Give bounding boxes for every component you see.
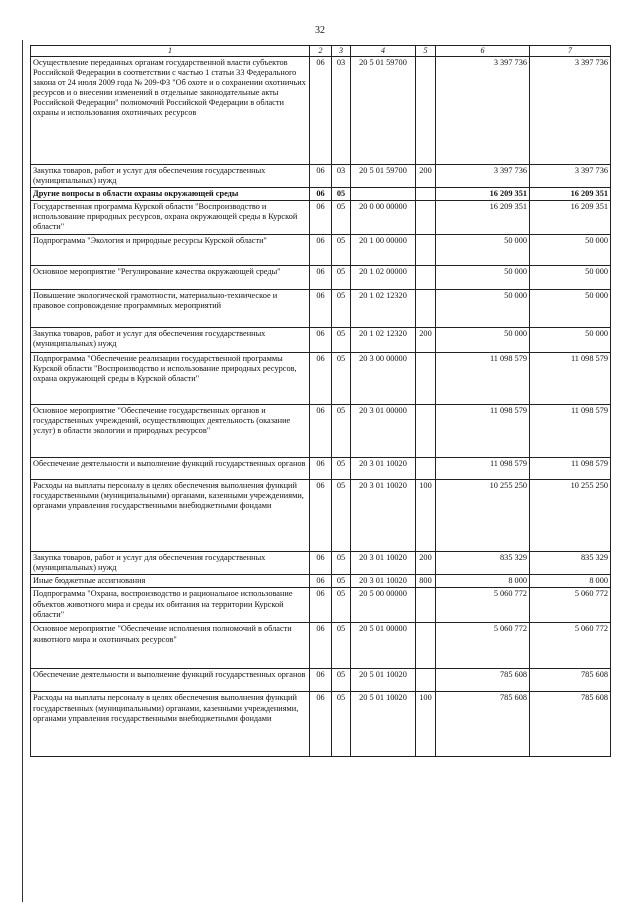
cell-name: Расходы на выплаты персоналу в целях обеспечения выполнения функций государственных (муниципальными) органами, казенными учреждениями, органами управления государственными внебюджетными фондами — [31, 692, 310, 757]
column-number-header — [31, 46, 611, 57]
table-row — [31, 235, 611, 266]
cell-subsection: 05 — [332, 290, 351, 328]
cell-section: 06 — [310, 692, 332, 757]
cell-amount: 785 608 — [436, 692, 530, 757]
cell-subsection: 05 — [332, 405, 351, 458]
cell-amount: 50 000 — [436, 328, 530, 353]
cell-target-article: 20 5 01 10020 — [351, 692, 416, 757]
cell-target-article: 20 1 02 00000 — [351, 266, 416, 290]
cell-amount: 50 000 — [436, 235, 530, 266]
cell-expense-type — [416, 235, 436, 266]
cell-subsection: 05 — [332, 588, 351, 623]
cell-amount-total: 785 608 — [530, 669, 611, 692]
cell-amount: 50 000 — [436, 290, 530, 328]
cell-target-article: 20 0 00 00000 — [351, 201, 416, 235]
cell-amount-total: 5 060 772 — [530, 623, 611, 669]
cell-name: Подпрограмма "Обеспечение реализации государственной программы Курской области "Воспроизводство и использование природных ресурсов, охрана окружающей среды в Курской области" — [31, 353, 310, 405]
cell-expense-type — [416, 56, 436, 164]
cell-subsection: 05 — [332, 235, 351, 266]
cell-section: 06 — [310, 328, 332, 353]
table-row — [31, 575, 611, 588]
cell-amount: 3 397 736 — [436, 164, 530, 187]
cell-target-article: 20 1 02 12320 — [351, 328, 416, 353]
cell-expense-type: 800 — [416, 575, 436, 588]
table-row — [31, 353, 611, 405]
cell-target-article: 20 5 01 59700 — [351, 164, 416, 187]
cell-subsection: 05 — [332, 201, 351, 235]
table-row — [31, 623, 611, 669]
cell-section: 06 — [310, 164, 332, 187]
cell-amount-total: 11 098 579 — [530, 353, 611, 405]
table-row — [31, 187, 611, 200]
cell-section: 06 — [310, 458, 332, 480]
cell-section: 06 — [310, 235, 332, 266]
cell-section: 06 — [310, 669, 332, 692]
cell-target-article: 20 3 01 10020 — [351, 480, 416, 552]
cell-amount-total: 50 000 — [530, 235, 611, 266]
cell-amount-total: 50 000 — [530, 266, 611, 290]
cell-target-article: 20 3 00 00000 — [351, 353, 416, 405]
cell-expense-type: 100 — [416, 480, 436, 552]
cell-name: Подпрограмма "Экология и природные ресурсы Курской области" — [31, 235, 310, 266]
header-cell-2: 2 — [310, 46, 332, 57]
binding-margin-line — [22, 40, 23, 902]
cell-target-article: 20 3 01 10020 — [351, 458, 416, 480]
cell-amount-total: 5 060 772 — [530, 588, 611, 623]
cell-amount: 835 329 — [436, 552, 530, 575]
cell-expense-type — [416, 266, 436, 290]
cell-target-article — [351, 187, 416, 200]
table-row — [31, 201, 611, 235]
budget-table — [30, 45, 611, 757]
cell-expense-type: 200 — [416, 164, 436, 187]
cell-expense-type — [416, 353, 436, 405]
cell-expense-type — [416, 458, 436, 480]
cell-subsection: 05 — [332, 328, 351, 353]
header-cell-6: 6 — [436, 46, 530, 57]
cell-expense-type: 200 — [416, 552, 436, 575]
cell-amount: 5 060 772 — [436, 588, 530, 623]
page-number: 32 — [315, 25, 325, 36]
cell-target-article: 20 1 02 12320 — [351, 290, 416, 328]
cell-amount-total: 16 209 351 — [530, 201, 611, 235]
header-cell-5: 5 — [416, 46, 436, 57]
cell-subsection: 03 — [332, 56, 351, 164]
table-row — [31, 588, 611, 623]
cell-name: Другие вопросы в области охраны окружающей среды — [31, 187, 310, 200]
cell-name: Основное мероприятие "Регулирование качества окружающей среды" — [31, 266, 310, 290]
cell-subsection: 05 — [332, 266, 351, 290]
cell-amount: 11 098 579 — [436, 458, 530, 480]
cell-expense-type — [416, 290, 436, 328]
cell-section: 06 — [310, 353, 332, 405]
cell-name: Основное мероприятие "Обеспечение государственных органов и государственных учреждений, осуществляющих деятельность (оказание услуг) в области экологии и природных ресурсов" — [31, 405, 310, 458]
cell-subsection: 05 — [332, 552, 351, 575]
cell-name: Закупка товаров, работ и услуг для обеспечения государственных (муниципальных) нужд — [31, 328, 310, 353]
cell-section: 06 — [310, 56, 332, 164]
cell-section: 06 — [310, 623, 332, 669]
header-cell-4: 4 — [351, 46, 416, 57]
table-row — [31, 164, 611, 187]
cell-amount: 50 000 — [436, 266, 530, 290]
cell-amount-total: 11 098 579 — [530, 458, 611, 480]
table-row — [31, 692, 611, 757]
cell-section: 06 — [310, 588, 332, 623]
cell-amount: 11 098 579 — [436, 353, 530, 405]
cell-name: Обеспечение деятельности и выполнение функций государственных органов — [31, 669, 310, 692]
cell-subsection: 05 — [332, 353, 351, 405]
table-row — [31, 552, 611, 575]
cell-name: Закупка товаров, работ и услуг для обеспечения государственных (муниципальных) нужд — [31, 164, 310, 187]
cell-amount-total: 50 000 — [530, 290, 611, 328]
cell-expense-type — [416, 588, 436, 623]
table-row — [31, 290, 611, 328]
table-row — [31, 405, 611, 458]
cell-expense-type — [416, 201, 436, 235]
cell-section: 06 — [310, 405, 332, 458]
cell-name: Иные бюджетные ассигнования — [31, 575, 310, 588]
cell-amount: 11 098 579 — [436, 405, 530, 458]
cell-section: 06 — [310, 266, 332, 290]
cell-section: 06 — [310, 552, 332, 575]
cell-expense-type: 200 — [416, 328, 436, 353]
header-cell-1: 1 — [31, 46, 310, 57]
cell-expense-type — [416, 405, 436, 458]
cell-subsection: 05 — [332, 575, 351, 588]
cell-amount: 16 209 351 — [436, 201, 530, 235]
cell-section: 06 — [310, 187, 332, 200]
cell-amount-total: 785 608 — [530, 692, 611, 757]
cell-section: 06 — [310, 290, 332, 328]
cell-name: Обеспечение деятельности и выполнение функций государственных органов — [31, 458, 310, 480]
cell-expense-type: 100 — [416, 692, 436, 757]
cell-subsection: 05 — [332, 669, 351, 692]
cell-amount-total: 3 397 736 — [530, 56, 611, 164]
cell-amount-total: 3 397 736 — [530, 164, 611, 187]
cell-section: 06 — [310, 480, 332, 552]
cell-amount: 10 255 250 — [436, 480, 530, 552]
cell-name: Закупка товаров, работ и услуг для обеспечения государственных (муниципальных) нужд — [31, 552, 310, 575]
cell-name: Расходы на выплаты персоналу в целях обеспечения выполнения функций государственными (муниципальными) органами, казенными учреждениями, органами управления государственными внебюджетными фондами — [31, 480, 310, 552]
cell-expense-type — [416, 669, 436, 692]
cell-target-article: 20 5 01 10020 — [351, 669, 416, 692]
cell-subsection: 03 — [332, 164, 351, 187]
cell-amount-total: 11 098 579 — [530, 405, 611, 458]
cell-section: 06 — [310, 201, 332, 235]
cell-section: 06 — [310, 575, 332, 588]
cell-subsection: 05 — [332, 187, 351, 200]
cell-expense-type — [416, 623, 436, 669]
cell-target-article: 20 3 01 10020 — [351, 552, 416, 575]
table-body — [31, 46, 611, 757]
table-row — [31, 669, 611, 692]
cell-target-article: 20 5 00 00000 — [351, 588, 416, 623]
table-row — [31, 266, 611, 290]
cell-amount: 16 209 351 — [436, 187, 530, 200]
cell-target-article: 20 3 01 10020 — [351, 575, 416, 588]
cell-expense-type — [416, 187, 436, 200]
cell-name: Подпрограмма "Охрана, воспроизводство и рациональное использование объектов животного мира и среды их обитания на территории Курской области" — [31, 588, 310, 623]
cell-amount: 5 060 772 — [436, 623, 530, 669]
header-cell-7: 7 — [530, 46, 611, 57]
cell-subsection: 05 — [332, 692, 351, 757]
table-row — [31, 328, 611, 353]
cell-amount-total: 50 000 — [530, 328, 611, 353]
cell-amount-total: 10 255 250 — [530, 480, 611, 552]
cell-target-article: 20 3 01 00000 — [351, 405, 416, 458]
cell-amount-total: 835 329 — [530, 552, 611, 575]
table-row — [31, 458, 611, 480]
cell-subsection: 05 — [332, 623, 351, 669]
cell-target-article: 20 5 01 00000 — [351, 623, 416, 669]
cell-name: Основное мероприятие "Обеспечение исполнения полномочий в области животного мира и охотничьих ресурсов" — [31, 623, 310, 669]
table-row — [31, 56, 611, 164]
cell-target-article: 20 5 01 59700 — [351, 56, 416, 164]
cell-target-article: 20 1 00 00000 — [351, 235, 416, 266]
table-row — [31, 480, 611, 552]
cell-subsection: 05 — [332, 480, 351, 552]
cell-name: Осуществление переданных органам государственной власти субъектов Российской Федерации в соответствии с частью 1 статьи 33 Федерального закона от 24 июля 2009 года № 209-ФЗ "Об охоте и о сохранении охотничьих ресурсов и о внесении изменений в отдельные законодательные акты Российской Федерации" полномочий Российской Федерации в области охраны и использования охотничьих ресурсов — [31, 56, 310, 164]
cell-subsection: 05 — [332, 458, 351, 480]
header-cell-3: 3 — [332, 46, 351, 57]
cell-amount: 785 608 — [436, 669, 530, 692]
cell-amount: 3 397 736 — [436, 56, 530, 164]
cell-name: Государственная программа Курской области "Воспроизводство и использование природных ресурсов, охрана окружающей среды в Курской области" — [31, 201, 310, 235]
cell-amount-total: 16 209 351 — [530, 187, 611, 200]
cell-name: Повышение экологической грамотности, материально-техническое и правовое сопровождение программных мероприятий — [31, 290, 310, 328]
cell-amount: 8 000 — [436, 575, 530, 588]
cell-amount-total: 8 000 — [530, 575, 611, 588]
